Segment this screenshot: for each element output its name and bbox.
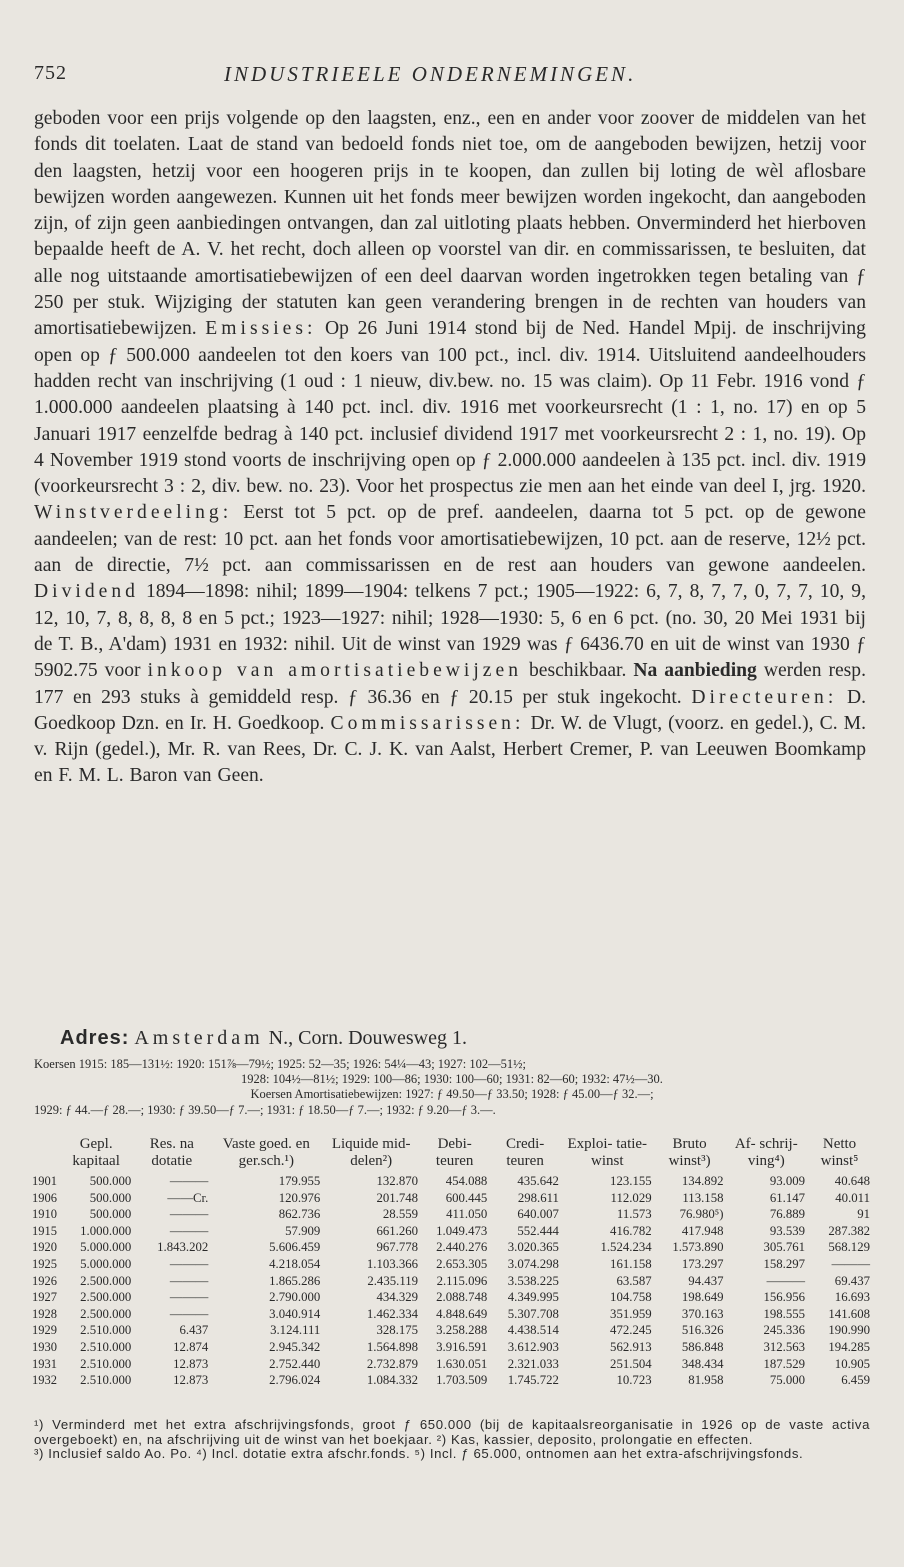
table-cell: 2.796.024 bbox=[269, 1373, 321, 1388]
table-header-cell: Netto winst⁵ bbox=[820, 1136, 859, 1169]
table-header-cell: Res. na dotatie bbox=[149, 1136, 194, 1169]
table-cell: 76.980⁵) bbox=[679, 1207, 724, 1222]
table-cell: 4.218.054 bbox=[269, 1256, 321, 1271]
table-cell: 93.009 bbox=[769, 1174, 806, 1188]
table-row-year: 1931 bbox=[32, 1356, 57, 1371]
table-cell: 552.444 bbox=[517, 1223, 559, 1238]
table-cell: 94.437 bbox=[688, 1273, 724, 1288]
table-row-year: 1920 bbox=[32, 1240, 57, 1255]
running-title: INDUSTRIEELE ONDERNEMINGEN. bbox=[224, 62, 637, 86]
body-part: werden resp. 177 en 293 stuks à gemiddeld resp. ƒ 36.36 en ƒ 20.15 per stuk ingekocht. bbox=[34, 660, 867, 708]
table-cell: 75.000 bbox=[769, 1373, 806, 1388]
table-cell: 112.029 bbox=[610, 1190, 652, 1205]
table-cell: 93.539 bbox=[769, 1223, 806, 1238]
body-part: D. Goedkoop Dzn. en Ir. H. Goedkoop. bbox=[34, 686, 866, 734]
table-cell: ——— bbox=[169, 1306, 209, 1321]
table-cell: 141.608 bbox=[828, 1306, 870, 1321]
table-cell: 57.909 bbox=[285, 1223, 321, 1238]
table-cell: 12.873 bbox=[173, 1356, 209, 1371]
table-cell: ——— bbox=[766, 1273, 806, 1288]
table-cell: 91 bbox=[857, 1207, 870, 1222]
page-number: 752 bbox=[34, 62, 67, 84]
table-row bbox=[30, 1239, 872, 1256]
table-row-year: 1927 bbox=[32, 1290, 57, 1305]
table-cell: 640.007 bbox=[517, 1207, 559, 1222]
table-row bbox=[30, 1206, 872, 1223]
table-cell: 11.573 bbox=[616, 1207, 652, 1222]
footnotes bbox=[34, 1418, 870, 1462]
table-cell: 2.510.000 bbox=[80, 1323, 132, 1338]
directeuren-label: Directeuren: bbox=[691, 686, 838, 708]
table-header-cell: Bruto winst³) bbox=[668, 1136, 711, 1169]
table-cell: 2.752.440 bbox=[269, 1356, 321, 1371]
table-cell: 3.612.903 bbox=[507, 1339, 559, 1354]
winstverdeeling-label: Winstverdeeling: bbox=[34, 502, 233, 524]
table-cell: 10.905 bbox=[834, 1356, 870, 1371]
price-history bbox=[34, 1057, 870, 1118]
body-part-bold: Na aanbieding bbox=[633, 660, 757, 682]
footnote: ³) Inclusief saldo Ao. Po. ⁴) Incl. dotatie extra afschr.fonds. ⁵) Incl. ƒ 65.000, ontnomen aan het extra-afschrijvingsfonds. bbox=[34, 1446, 804, 1462]
table-cell: 190.990 bbox=[828, 1323, 870, 1338]
table-cell: 4.438.514 bbox=[507, 1323, 559, 1338]
table-row-year: 1932 bbox=[32, 1373, 57, 1388]
body-part: Op 26 Juni 1914 stond bij de Ned. Handel Mpij. de inschrijving open op ƒ 500.000 aandeelen tot den koers van 100 pct., incl. div. 1914. Uitsluitend aandeelhouders hadden recht van inschrijving (1 oud : 1 nieuw, div.bew. no. 15 was claim). Op 11 Febr. 1916 vond ƒ 1.000.000 aandeelen plaatsing à 140 pct. incl. div. 1916 met voorkeursrecht (1 : 1, no. 17) en op 5 Januari 1917 eenzelfde bedrag à 140 pct. inclusief dividend 1917 met voorkeursrecht 2 : 1, no. 19). Op 4 November 1919 stond voorts de inschrijving open op ƒ 2.000.000 aandeelen à 135 pct. incl. div. 1919 (voorkeursrecht 3 : 2, div. bew. no. 23). Voor het prospectus zie men aan het einde van deel I, jrg. 1920. bbox=[34, 318, 866, 498]
table-row-year: 1915 bbox=[32, 1223, 57, 1238]
table-cell: 28.559 bbox=[382, 1207, 419, 1222]
table-cell: 500.000 bbox=[89, 1207, 132, 1222]
table-cell: ——— bbox=[169, 1290, 209, 1305]
koersen-line: 1929: ƒ 44.—ƒ 28.—; 1930: ƒ 39.50—ƒ 7.—; 1931: ƒ 18.50—ƒ 7.—; 1932: ƒ 9.20—ƒ 3.—. bbox=[34, 1102, 496, 1117]
table-cell: 1.703.509 bbox=[436, 1373, 488, 1388]
table-cell: 370.163 bbox=[681, 1306, 724, 1321]
table-cell: 12.874 bbox=[173, 1339, 209, 1354]
page-header bbox=[34, 62, 870, 92]
table-cell: 2.115.096 bbox=[436, 1273, 488, 1288]
table-row bbox=[30, 1223, 872, 1240]
table-cell: 134.892 bbox=[681, 1174, 724, 1188]
table-cell: 5.000.000 bbox=[80, 1256, 132, 1271]
table-cell: 5.606.459 bbox=[269, 1240, 321, 1255]
table-cell: 6.459 bbox=[841, 1373, 870, 1388]
koersen-line: Koersen Amortisatiebewijzen: 1927: ƒ 49.50—ƒ 33.50; 1928: ƒ 45.00—ƒ 32.—; bbox=[250, 1087, 654, 1102]
table-cell: 3.074.298 bbox=[507, 1256, 559, 1271]
table-cell: 2.653.305 bbox=[436, 1256, 488, 1271]
table-row-year: 1926 bbox=[32, 1273, 57, 1288]
table-cell: 6.437 bbox=[179, 1323, 209, 1338]
table-cell: 351.959 bbox=[610, 1306, 652, 1321]
table-cell: 2.435.119 bbox=[367, 1273, 419, 1288]
koersen-line: Koersen 1915: 185—131½: 1920: 151⅞—79½; 1925: 52—35; 1926: 54¼—43; 1927: 102—51½; bbox=[34, 1057, 527, 1071]
table-cell: 1.865.286 bbox=[269, 1273, 321, 1288]
table-row-year: 1928 bbox=[32, 1306, 57, 1321]
table-cell: 120.976 bbox=[278, 1190, 321, 1205]
table-cell: 61.147 bbox=[769, 1190, 806, 1205]
emissies-label: Emissies: bbox=[205, 318, 317, 340]
table-row-year: 1901 bbox=[32, 1174, 57, 1188]
table-cell: 251.504 bbox=[610, 1356, 652, 1371]
table-cell: 416.782 bbox=[610, 1223, 652, 1238]
table-cell: 1.564.898 bbox=[366, 1339, 419, 1354]
table-cell: ——— bbox=[169, 1223, 209, 1238]
table-cell: 2.500.000 bbox=[80, 1273, 132, 1288]
table-cell: 312.563 bbox=[763, 1339, 806, 1354]
table-cell: 2.510.000 bbox=[80, 1339, 132, 1354]
body-part: 1894—1898: nihil; 1899—1904: telkens 7 pct.; 1905—1922: 6, 7, 8, 7, 7, 0, 7, 7, 10, 9, 12, 10, 7, 8, 8, 8, 8 en 5 pct.; 1923—1927: nihil; 1928—1930: 5, 6 en 6 pct. (no. 30, 20 Mei 1931 bij de T. B., A'dam) 1931 en 1932: nihil. Uit de winst van 1929 was ƒ 6436.70 en uit de winst van 1930 ƒ 5902.75 voor bbox=[34, 581, 866, 682]
inkoop-label: inkoop van amortisatiebewijzen bbox=[147, 660, 522, 682]
table-cell: 2.500.000 bbox=[80, 1290, 132, 1305]
table-cell: 104.758 bbox=[610, 1290, 652, 1305]
table-header-cell: Debi- teuren bbox=[435, 1136, 474, 1169]
table-cell: 2.088.748 bbox=[436, 1290, 488, 1305]
table-header-cell: Exploi- tatie- winst bbox=[567, 1136, 648, 1169]
table-header-cell: Credi- teuren bbox=[505, 1136, 545, 1169]
table-cell: ——— bbox=[169, 1256, 209, 1271]
table-cell: 1.843.202 bbox=[157, 1240, 209, 1255]
table-cell: 348.434 bbox=[681, 1356, 724, 1371]
table-cell: 287.382 bbox=[828, 1223, 870, 1238]
dividend-label: Dividend bbox=[34, 581, 139, 603]
table-cell: 158.297 bbox=[763, 1256, 806, 1271]
table-cell: 63.587 bbox=[616, 1273, 652, 1288]
table-cell: 1.524.234 bbox=[600, 1240, 652, 1255]
table-row-year: 1929 bbox=[32, 1323, 57, 1338]
body-part: beschikbaar. bbox=[528, 660, 627, 682]
table-body bbox=[30, 1170, 872, 1389]
table-cell: 3.916.591 bbox=[436, 1339, 488, 1354]
footnote: ¹) Verminderd met het extra afschrijvingsfonds, groot ƒ 650.000 (bij de kapitaalsreorganisatie in 1926 op de vaste activa overgeboekt) en, na afschrijving uit de winst van het boekjaar. ²) Kas, kassier, deposito, prolongatie en effecten. bbox=[34, 1417, 870, 1447]
table-cell: 201.748 bbox=[376, 1190, 419, 1205]
table-cell: 435.642 bbox=[517, 1174, 559, 1188]
table-header-cell: Liquide mid- delen²) bbox=[331, 1136, 411, 1169]
table-row bbox=[30, 1170, 872, 1190]
table-cell: ——— bbox=[831, 1256, 870, 1271]
table-header-cell bbox=[30, 1136, 59, 1170]
body-text bbox=[34, 106, 866, 790]
table-cell: 69.437 bbox=[834, 1273, 870, 1288]
table-row bbox=[30, 1289, 872, 1306]
table-row bbox=[30, 1372, 872, 1389]
address-line bbox=[60, 1027, 860, 1050]
table-cell: 586.848 bbox=[681, 1339, 724, 1354]
table-cell: 454.088 bbox=[445, 1174, 488, 1188]
table-header-row bbox=[30, 1136, 872, 1170]
table-cell: 3.538.225 bbox=[507, 1273, 559, 1288]
table-cell: 81.958 bbox=[688, 1373, 724, 1388]
table-row bbox=[30, 1190, 872, 1207]
table-row bbox=[30, 1306, 872, 1323]
table-cell: 3.258.288 bbox=[436, 1323, 488, 1338]
table-cell: 411.050 bbox=[446, 1207, 488, 1222]
table-cell: 179.955 bbox=[278, 1174, 321, 1188]
table-cell: ——— bbox=[169, 1273, 209, 1288]
table-row-year: 1930 bbox=[32, 1339, 57, 1354]
table-cell: 198.555 bbox=[763, 1306, 806, 1321]
table-cell: 1.462.334 bbox=[366, 1306, 419, 1321]
table-cell: 2.790.000 bbox=[269, 1290, 321, 1305]
table-header-cell: Vaste goed. en ger.sch.¹) bbox=[222, 1136, 310, 1169]
table-cell: 417.948 bbox=[681, 1223, 724, 1238]
table-cell: 40.648 bbox=[834, 1174, 870, 1188]
table-cell: 123.155 bbox=[610, 1174, 652, 1188]
table-cell: 198.649 bbox=[681, 1290, 724, 1305]
table-cell: 562.913 bbox=[610, 1339, 652, 1354]
table-cell: ——— bbox=[169, 1207, 209, 1222]
table-row-year: 1925 bbox=[32, 1256, 57, 1271]
table-row bbox=[30, 1256, 872, 1273]
table-cell: 4.848.649 bbox=[436, 1306, 488, 1321]
body-part: Dr. W. de Vlugt, (voorz. en gedel.), C. M. v. Rijn (gedel.), Mr. R. van Rees, Dr. C. J. K. van Aalst, Herbert Cremer, P. van Leeuwen Boomkamp en F. M. L. Baron van Geen. bbox=[34, 712, 866, 787]
table-cell: 3.040.914 bbox=[269, 1306, 321, 1321]
table-cell: 1.630.051 bbox=[436, 1356, 488, 1371]
address-city: Amsterdam bbox=[134, 1027, 264, 1049]
body-part: Eerst tot 5 pct. op de pref. aandeelen, daarna tot 5 pct. op de gewone aandeelen; van de rest: 10 pct. aan het fonds voor amortisatiebewijzen, 10 pct. aan de reserve, 12½ pct. aan de directie, 7½ pct. aan commissarissen en de rest aan houders van gewone aandeelen. bbox=[34, 502, 866, 577]
table-cell: 305.761 bbox=[763, 1240, 806, 1255]
table-cell: 3.020.365 bbox=[507, 1240, 559, 1255]
body-part: geboden voor een prijs volgende op den laagsten, enz., een en ander voor zoover de middelen van het fonds dit toelaten. Laat de stand van bedoeld fonds niet toe, om de aangeboden bewijzen, hetzij voor den laagsten, hetzij voor een hoogeren prijs in te koopen, dan zullen bij loting de wèl aflosbare bewijzen worden aangewezen. Kunnen uit het fonds meer bewijzen worden ingekocht, dan aangeboden zijn, of zijn geen aanbiedingen ontvangen, dan zal uitloting plaats hebben. Onverminderd het hierboven bepaalde heeft de A. V. het recht, doch alleen op voorstel van dir. en commissarissen, te besluiten, dat alle nog uitstaande amortisatiebewijzen of een deel daarvan worden ingetrokken tegen betaling van ƒ 250 per stuk. Wijziging der statuten kan geen verandering brengen in de rechten van houders van amortisatiebewijzen. bbox=[34, 108, 866, 340]
table-cell: 173.297 bbox=[681, 1256, 724, 1271]
table-cell: 194.285 bbox=[828, 1339, 870, 1354]
table-cell: 500.000 bbox=[89, 1190, 132, 1205]
table-row bbox=[30, 1322, 872, 1339]
table-cell: 2.945.342 bbox=[269, 1339, 321, 1354]
table-cell: 2.440.276 bbox=[436, 1240, 488, 1255]
table-cell: 5.000.000 bbox=[80, 1240, 132, 1255]
address-rest: N., Corn. Douwesweg 1. bbox=[268, 1027, 467, 1049]
table-cell: 2.500.000 bbox=[80, 1306, 132, 1321]
table-cell: 76.889 bbox=[769, 1207, 806, 1222]
table-cell: 187.529 bbox=[763, 1356, 806, 1371]
table-cell: 328.175 bbox=[376, 1323, 419, 1338]
table-header-cell: Af- schrij- ving⁴) bbox=[734, 1136, 798, 1169]
table-cell: 472.245 bbox=[610, 1323, 652, 1338]
table-cell: 500.000 bbox=[89, 1174, 132, 1188]
table-cell: 156.956 bbox=[763, 1290, 806, 1305]
body-paragraph bbox=[34, 106, 866, 790]
table-cell: 16.693 bbox=[834, 1290, 870, 1305]
table-cell: 600.445 bbox=[445, 1190, 488, 1205]
table-row-year: 1910 bbox=[32, 1207, 57, 1222]
table-cell: 1.573.890 bbox=[672, 1240, 724, 1255]
table-cell: 1.103.366 bbox=[366, 1256, 419, 1271]
table-row bbox=[30, 1339, 872, 1356]
table-cell: 3.124.111 bbox=[270, 1323, 321, 1338]
table-row bbox=[30, 1356, 872, 1373]
financial-table bbox=[30, 1136, 872, 1389]
table-cell: 1.049.473 bbox=[436, 1223, 488, 1238]
commissarissen-label: Commissarissen: bbox=[330, 712, 525, 734]
table-cell: ——Cr. bbox=[167, 1190, 209, 1205]
table-cell: 2.321.033 bbox=[507, 1356, 559, 1371]
address-label: Adres: bbox=[60, 1027, 130, 1049]
table-cell: 2.510.000 bbox=[80, 1373, 132, 1388]
table-row-year: 1906 bbox=[32, 1190, 57, 1205]
table-cell: 2.732.879 bbox=[366, 1356, 419, 1371]
table-cell: 245.336 bbox=[763, 1323, 806, 1338]
table-cell: 161.158 bbox=[610, 1256, 652, 1271]
table-cell: 1.000.000 bbox=[80, 1223, 132, 1238]
table-row bbox=[30, 1273, 872, 1290]
table-cell: 4.349.995 bbox=[507, 1290, 559, 1305]
table-cell: 40.011 bbox=[835, 1190, 870, 1205]
table-cell: 967.778 bbox=[376, 1240, 419, 1255]
table-cell: 12.873 bbox=[173, 1373, 209, 1388]
koersen-line: 1928: 104½—81½; 1929: 100—86; 1930: 100—60; 1931: 82—60; 1932: 47½—30. bbox=[241, 1072, 663, 1087]
table-cell: 434.329 bbox=[376, 1290, 419, 1305]
table-cell: 113.158 bbox=[682, 1190, 724, 1205]
table-cell: 862.736 bbox=[278, 1207, 321, 1222]
table-cell: 10.723 bbox=[616, 1373, 652, 1388]
table-cell: 2.510.000 bbox=[80, 1356, 132, 1371]
table-cell: 298.611 bbox=[517, 1190, 559, 1205]
table-header-cell: Gepl. kapitaal bbox=[72, 1136, 120, 1169]
table-cell: 5.307.708 bbox=[507, 1306, 559, 1321]
table-cell: ——— bbox=[169, 1174, 209, 1188]
table-cell: 661.260 bbox=[376, 1223, 419, 1238]
table-cell: 132.870 bbox=[376, 1174, 419, 1188]
table-cell: 1.084.332 bbox=[366, 1373, 419, 1388]
table-cell: 516.326 bbox=[681, 1323, 724, 1338]
table-cell: 1.745.722 bbox=[507, 1373, 559, 1388]
table-cell: 568.129 bbox=[828, 1240, 870, 1255]
